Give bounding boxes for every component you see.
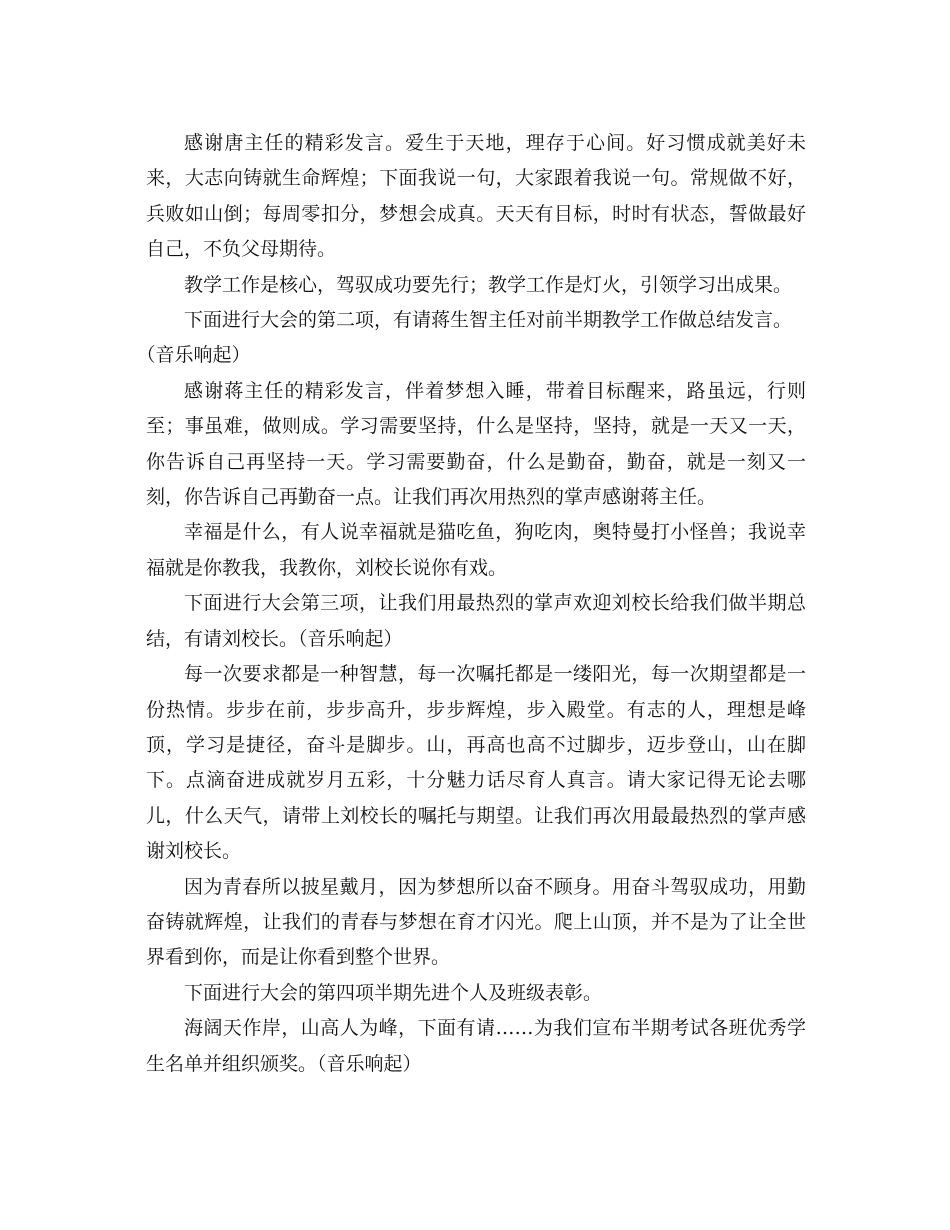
paragraph-agenda-item-three: 下面进行大会第三项，让我们用最热烈的掌声欢迎刘校长给我们做半期总结，有请刘校长。（音乐响起）	[146, 592, 806, 650]
paragraph-music-cue: （音乐响起）	[136, 344, 251, 367]
paragraph-teaching-core: 教学工作是核心，驾驭成功要先行；教学工作是灯火，引领学习出成果。	[184, 273, 793, 296]
paragraph-happiness: 幸福是什么，有人说幸福就是猫吃鱼，狗吃肉，奥特曼打小怪兽；我说幸福就是你教我，我教你，刘校长说你有戏。	[146, 521, 806, 579]
paragraph-thanks-liu: 每一次要求都是一种智慧，每一次嘱托都是一缕阳光，每一次期望都是一份热情。步步在前，步步高升，步步辉煌，步入殿堂。有志的人，理想是峰顶，学习是捷径，奋斗是脚步。山，再高也高不过脚步，迈步登山，山在脚下。点滴奋进成就岁月五彩，十分魅力话尽育人真言。请大家记得无论去哪儿，什么天气，请带上刘校长的嘱托与期望。让我们再次用最最热烈的掌声感谢刘校长。	[146, 663, 806, 863]
document-body	[136, 126, 806, 1082]
paragraph-thanks-tang: 感谢唐主任的精彩发言。爱生于天地，理存于心间。好习惯成就美好未来，大志向铸就生命辉煌；下面我说一句，大家跟着我说一句。常规做不好，兵败如山倒；每周零扣分，梦想会成真。天天有目标，时时有状态，誓做最好自己，不负父母期待。	[146, 132, 806, 261]
paragraph-agenda-item-two: 下面进行大会的第二项，有请蒋生智主任对前半期教学工作做总结发言。	[184, 309, 793, 332]
paragraph-agenda-item-four: 下面进行大会的第四项半期先进个人及班级表彰。	[184, 981, 603, 1004]
paragraph-awards: 海阔天作岸，山高人为峰，下面有请……为我们宣布半期考试各班优秀学生名单并组织颁奖。（音乐响起）	[146, 1017, 806, 1075]
paragraph-thanks-jiang: 感谢蒋主任的精彩发言，伴着梦想入睡，带着目标醒来，路虽远，行则至；事虽难，做则成。学习需要坚持，什么是坚持，坚持，就是一天又一天，你告诉自己再坚持一天。学习需要勤奋，什么是勤奋，勤奋，就是一刻又一刻，你告诉自己再勤奋一点。让我们再次用热烈的掌声感谢蒋主任。	[146, 379, 806, 509]
paragraph-youth-dream: 因为青春所以披星戴月，因为梦想所以奋不顾身。用奋斗驾驭成功，用勤奋铸就辉煌，让我们的青春与梦想在育才闪光。爬上山顶，并不是为了让全世界看到你，而是让你看到整个世界。	[146, 875, 806, 969]
